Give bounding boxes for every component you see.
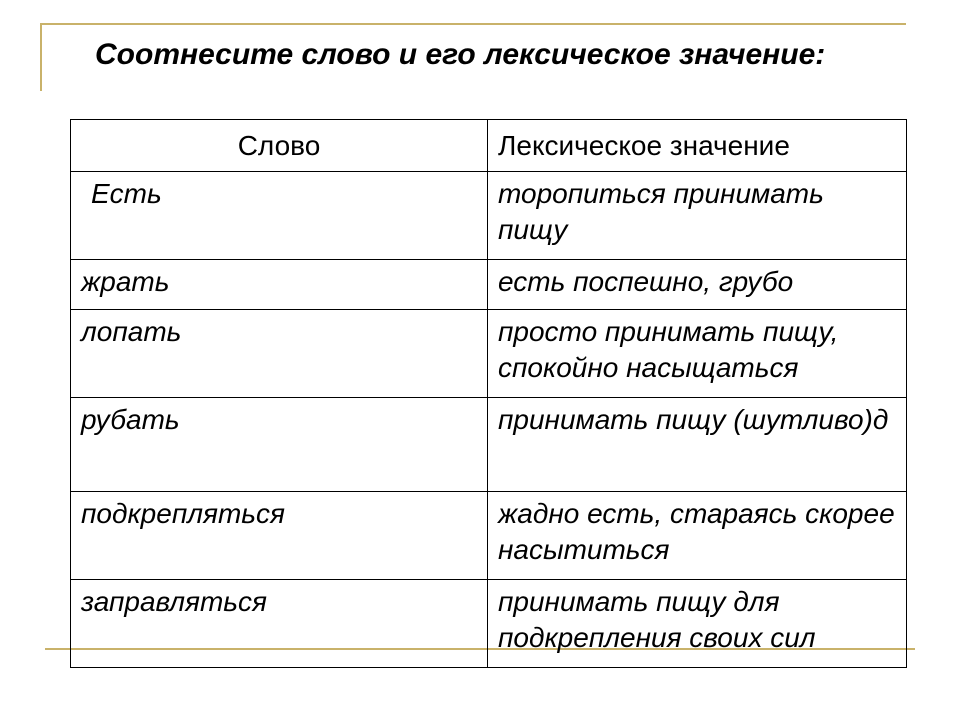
- decorative-left-line: [40, 23, 42, 91]
- table-header-row: [71, 120, 907, 172]
- word-cell: подкрепляться: [71, 492, 488, 580]
- slide-title: Соотнесите слово и его лексическое значение:: [95, 38, 826, 71]
- decorative-top-line: [40, 23, 906, 25]
- meaning-cell: торопиться принимать пищу: [488, 172, 907, 260]
- table-row: [71, 310, 907, 398]
- word-cell: лопать: [71, 310, 488, 398]
- word-cell: рубать: [71, 398, 488, 492]
- table-row: [71, 492, 907, 580]
- table-row: [71, 580, 907, 668]
- table-row: [71, 260, 907, 310]
- meaning-cell: есть поспешно, грубо: [488, 260, 907, 310]
- meaning-cell: просто принимать пищу, спокойно насыщаться: [488, 310, 907, 398]
- table-row: [71, 398, 907, 492]
- word-cell: Есть: [71, 172, 488, 260]
- header-word: Слово: [71, 120, 488, 172]
- word-cell: заправляться: [71, 580, 488, 668]
- meaning-cell: жадно есть, стараясь скорее насытиться: [488, 492, 907, 580]
- word-meaning-table: [70, 119, 907, 668]
- meaning-cell: принимать пищу (шутливо)д: [488, 398, 907, 492]
- header-meaning: Лексическое значение: [488, 120, 907, 172]
- word-cell: жрать: [71, 260, 488, 310]
- table-row: [71, 172, 907, 260]
- meaning-cell: принимать пищу для подкрепления своих сил: [488, 580, 907, 668]
